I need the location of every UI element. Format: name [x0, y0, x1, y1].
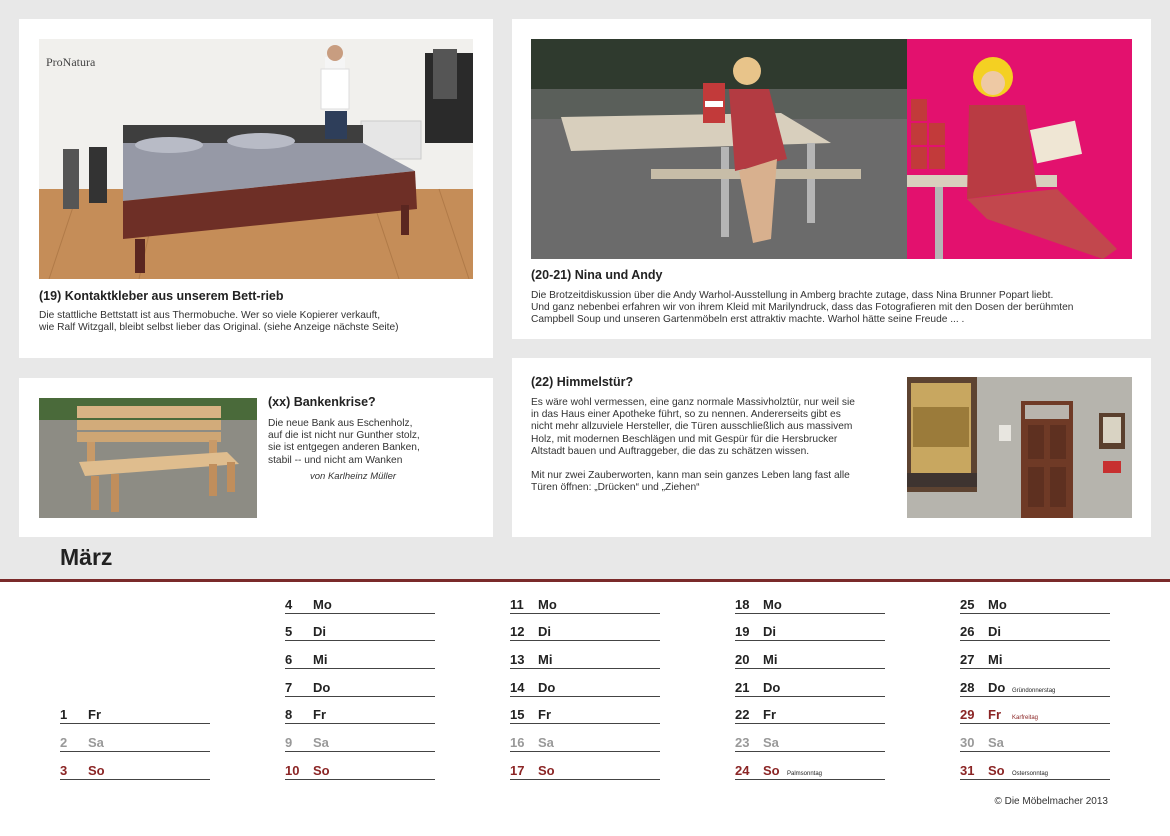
card-xx — [19, 378, 493, 537]
day-row — [960, 707, 1110, 724]
bench-photo — [39, 398, 257, 518]
day-number: 7 — [285, 680, 293, 695]
day-name: Do — [763, 680, 781, 695]
day-name: Mo — [988, 597, 1007, 612]
day-number: 2 — [60, 735, 68, 750]
day-number: 29 — [960, 707, 975, 722]
day-row — [510, 624, 660, 641]
day-note: Gründonnerstag — [1012, 688, 1056, 694]
article-20-21-title: (20-21) Nina und Andy — [531, 268, 663, 282]
card-19 — [19, 19, 493, 358]
day-row — [285, 624, 435, 641]
day-row — [285, 735, 435, 752]
day-number: 3 — [60, 763, 68, 778]
day-note: Ostersonntag — [1012, 771, 1049, 777]
nina-photo-right — [907, 39, 1132, 259]
day-name: So — [313, 763, 330, 778]
day-name: Mo — [763, 597, 782, 612]
day-row — [735, 652, 885, 669]
day-name: Mi — [763, 652, 778, 667]
day-name: Fr — [988, 707, 1001, 722]
day-row — [60, 735, 210, 752]
day-row — [60, 763, 210, 780]
door-image — [907, 377, 1132, 518]
article-22-text: Es wäre wohl vermessen, eine ganz normale Massivholztür, nur weil sie in das Haus einer Apotheke führt, so zu nennen. Andererseits gibt es nicht mehr allzuviele Hersteller, die Türen ausschließlich aus massivem Holz, mit modernen Beschlägen und mit Gespür für die Hersbrucker Altstadt bauen und Auftraggeber, die das zu schätzen wissen. Mit nur zwei Zauberworten, kann man sein ganzes Leben lang fast alle Türen öffnen: „Drücken“ und „Ziehen“ — [531, 397, 855, 494]
divider-line — [0, 579, 1170, 582]
month-title: März — [60, 544, 113, 570]
day-number: 11 — [510, 597, 524, 612]
day-row — [735, 735, 885, 752]
day-name: Do — [538, 680, 556, 695]
nina-image-left — [531, 39, 907, 259]
day-row — [960, 652, 1110, 669]
pronatura-logo: ProNatura — [46, 55, 96, 69]
day-row — [510, 707, 660, 724]
day-number: 6 — [285, 652, 293, 667]
day-row — [960, 680, 1110, 697]
day-number: 16 — [510, 735, 525, 750]
day-name: Sa — [988, 735, 1004, 750]
article-22-title: (22) Himmelstür? — [531, 375, 634, 389]
day-name: Mi — [313, 652, 328, 667]
article-xx-title: (xx) Bankenkrise? — [268, 395, 376, 409]
day-name: So — [88, 763, 105, 778]
day-name: Di — [763, 624, 776, 639]
article-19-title: (19) Kontaktkleber aus unserem Bett-rieb — [39, 289, 284, 303]
day-number: 10 — [285, 763, 300, 778]
day-row — [510, 652, 660, 669]
bed-photo — [39, 39, 473, 279]
day-number: 24 — [735, 763, 750, 778]
day-row — [735, 597, 885, 614]
day-number: 5 — [285, 624, 293, 639]
day-name: Fr — [763, 707, 776, 722]
day-row — [960, 735, 1110, 752]
day-row — [510, 597, 660, 614]
day-number: 19 — [735, 624, 750, 639]
day-name: Sa — [313, 735, 329, 750]
card-20-21 — [512, 19, 1151, 339]
day-name: Sa — [763, 735, 779, 750]
day-number: 22 — [735, 707, 750, 722]
day-row — [285, 707, 435, 724]
day-number: 27 — [960, 652, 975, 667]
day-name: Fr — [313, 707, 326, 722]
day-name: Fr — [538, 707, 551, 722]
day-number: 14 — [510, 680, 525, 695]
day-row — [510, 763, 660, 780]
day-number: 15 — [510, 707, 525, 722]
article-19-text: Die stattliche Bettstatt ist aus Thermobuche. Wer so viele Kopierer verkauft, wie Ralf Witzgall, bleibt selbst lieber das Original. (siehe Anzeige nächste Seite) — [39, 310, 399, 334]
day-name: Mo — [313, 597, 332, 612]
day-name: Do — [988, 680, 1006, 695]
day-number: 28 — [960, 680, 975, 695]
day-name: Fr — [88, 707, 101, 722]
day-row — [510, 735, 660, 752]
day-row — [960, 624, 1110, 641]
day-name: So — [763, 763, 780, 778]
day-number: 26 — [960, 624, 975, 639]
day-name: Di — [313, 624, 326, 639]
day-name: So — [538, 763, 555, 778]
bench-image — [39, 398, 257, 518]
nina-image-right — [907, 39, 1132, 259]
nina-photo-left — [531, 39, 907, 259]
day-note: Karfreitag — [1012, 715, 1039, 721]
day-name: Do — [313, 680, 331, 695]
day-number: 12 — [510, 624, 525, 639]
day-row — [60, 707, 210, 724]
article-xx-text: Die neue Bank aus Eschenholz, auf die ist nicht nur Gunther stolz, sie ist entgegen anderen Banken, stabil -- und nicht am Wanken — [268, 418, 420, 466]
day-number: 13 — [510, 652, 525, 667]
day-number: 31 — [960, 763, 975, 778]
day-number: 9 — [285, 735, 293, 750]
day-row — [285, 597, 435, 614]
day-number: 21 — [735, 680, 750, 695]
day-number: 1 — [60, 707, 68, 722]
article-20-21-text: Die Brotzeitdiskussion über die Andy Warhol-Ausstellung in Amberg brachte zutage, dass Nina Brunner Popart liebt. Und ganz nebenbei erfahren wir von ihrem Kleid mit Marilyndruck, dass das Fotografieren mit den Dosen der berühmten Campbell Soup und unseren Gartenmöbeln erst attraktiv machte. Warhol hätte seine Freude ... . — [531, 290, 1074, 326]
day-note: Palmsonntag — [787, 771, 823, 777]
day-row — [960, 597, 1110, 614]
day-row — [285, 763, 435, 780]
article-xx-author: von Karlheinz Müller — [310, 471, 397, 482]
day-name: Mi — [988, 652, 1003, 667]
day-row — [735, 680, 885, 697]
day-name: Mo — [538, 597, 557, 612]
day-name: Mi — [538, 652, 553, 667]
day-number: 8 — [285, 707, 293, 722]
day-number: 30 — [960, 735, 975, 750]
card-22 — [512, 358, 1151, 537]
day-number: 25 — [960, 597, 975, 612]
bed-image — [39, 39, 473, 279]
day-row — [735, 707, 885, 724]
day-row — [285, 652, 435, 669]
day-row — [960, 763, 1110, 780]
day-name: So — [988, 763, 1005, 778]
footer-copyright: © Die Möbelmacher 2013 — [994, 796, 1108, 807]
day-row — [735, 624, 885, 641]
door-photo — [907, 377, 1132, 518]
day-name: Sa — [88, 735, 104, 750]
day-name: Di — [988, 624, 1001, 639]
day-number: 23 — [735, 735, 750, 750]
day-name: Di — [538, 624, 551, 639]
day-name: Sa — [538, 735, 554, 750]
day-row — [285, 680, 435, 697]
day-number: 17 — [510, 763, 525, 778]
day-number: 18 — [735, 597, 750, 612]
day-number: 4 — [285, 597, 293, 612]
day-number: 20 — [735, 652, 750, 667]
day-row — [510, 680, 660, 697]
day-row — [735, 763, 885, 780]
